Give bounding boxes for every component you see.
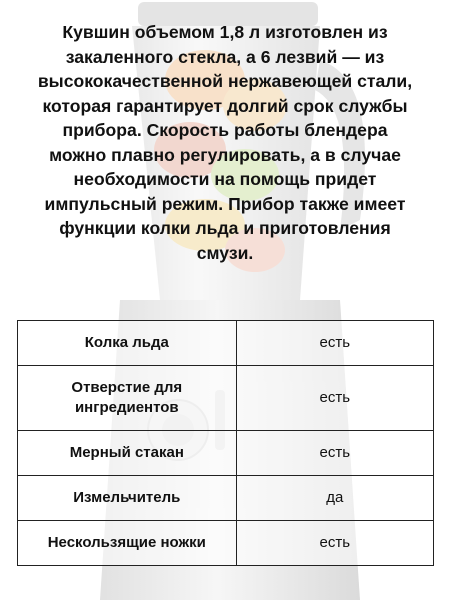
features-table bbox=[17, 320, 434, 566]
table-row bbox=[18, 431, 434, 476]
table-row bbox=[18, 321, 434, 366]
feature-value: есть bbox=[236, 431, 433, 476]
feature-value: да bbox=[236, 476, 433, 521]
feature-label: Измельчитель bbox=[18, 476, 237, 521]
table-row bbox=[18, 476, 434, 521]
table-row bbox=[18, 366, 434, 431]
feature-value: есть bbox=[236, 521, 433, 566]
feature-label: Мерный стакан bbox=[18, 431, 237, 476]
feature-label: Отверстие для ингредиентов bbox=[18, 366, 237, 431]
feature-value: есть bbox=[236, 366, 433, 431]
product-description: Кувшин объемом 1,8 л изготовлен из закаленного стекла, а 6 лезвий — из высококачественной нержавеющей стали, которая гарантирует долгий срок службы прибора. Скорость работы блендера можно плавно регулировать, а в случае необходимости на помощь придет импульсный режим. Прибор также имеет функции колки льда и приготовления смузи. bbox=[37, 22, 413, 263]
feature-label: Нескользящие ножки bbox=[18, 521, 237, 566]
feature-value: есть bbox=[236, 321, 433, 366]
feature-label: Колка льда bbox=[18, 321, 237, 366]
table-row bbox=[18, 521, 434, 566]
